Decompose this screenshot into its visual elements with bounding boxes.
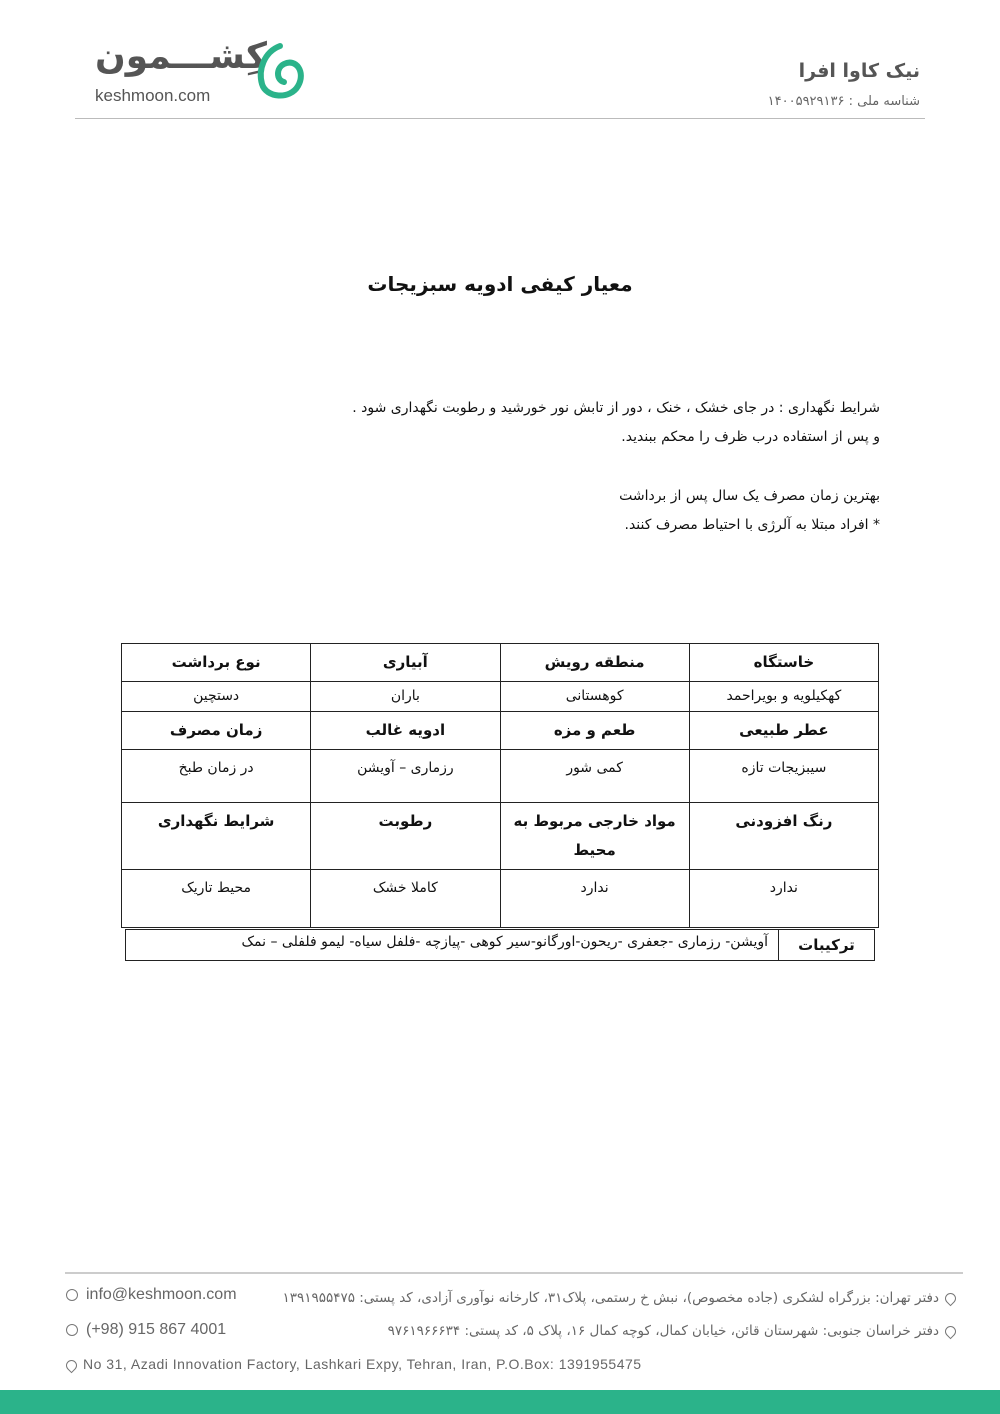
table-header-cell: ادویه غالب [311, 712, 500, 750]
footer-email[interactable] [66, 1286, 237, 1304]
table-row [122, 803, 879, 870]
company-name: نیک کاوا افرا [798, 60, 920, 82]
table-header-cell: آبیاری [311, 644, 500, 682]
table-cell: ندارد [689, 870, 878, 928]
table-cell: رزماری – آویشن [311, 750, 500, 803]
table-header-cell: مواد خارجی مربوط به محیط [500, 803, 689, 870]
table-row [122, 870, 879, 928]
table-cell: سیبزیجات تازه [689, 750, 878, 803]
keshmoon-logo-icon [252, 40, 308, 108]
table-header-cell: منطقه رویش [500, 644, 689, 682]
usage-line-1: بهترین زمان مصرف یک سال پس از برداشت [619, 488, 880, 504]
table-row [122, 682, 879, 712]
table-row [122, 644, 879, 682]
footer-phone[interactable] [66, 1321, 226, 1339]
table-header-cell: خاستگاه [689, 644, 878, 682]
header-divider [75, 118, 925, 119]
table-header-cell: نوع برداشت [122, 644, 311, 682]
storage-conditions-text [260, 394, 880, 452]
table-cell: دستچین [122, 682, 311, 712]
table-row [122, 750, 879, 803]
document-title: معیار کیفی ادویه سبزیجات [367, 272, 633, 296]
footer-brand-bar [0, 1390, 1000, 1414]
table-header-cell: طعم و مزه [500, 712, 689, 750]
table-header-cell: رنگ افزودنی [689, 803, 878, 870]
phone-text: (+98) 915 867 4001 [86, 1321, 227, 1338]
table-header-cell: زمان مصرف [122, 712, 311, 750]
footer-address-en [66, 1356, 642, 1372]
footer-divider [65, 1272, 963, 1274]
location-pin-icon [943, 1323, 959, 1339]
company-national-id: شناسه ملی : ۱۴۰۰۵۹۲۹۱۳۶ [767, 94, 920, 109]
location-pin-icon [943, 1290, 959, 1306]
composition-value: آویشن- رزماری -جعفری -ریحون-اورگانو-سیر کوهی -پیازچه -فلفل سیاه- لیمو فلفلی – نمک [241, 934, 768, 950]
table-cell: کاملا خشک [311, 870, 500, 928]
logo-text-en: keshmoon.com [95, 86, 211, 105]
composition-label: ترکیبات [778, 930, 874, 960]
email-icon [66, 1289, 78, 1301]
table-cell: محیط تاریک [122, 870, 311, 928]
footer-address-tehran [282, 1290, 962, 1306]
address-khorasan-text: دفتر خراسان جنوبی: شهرستان قائن، خیابان کمال، کوچه کمال ۱۶، پلاک ۵، کد پستی: ۹۷۶۱۹۶۶۶۳۴ [387, 1323, 939, 1339]
storage-line-2: و پس از استفاده درب ظرف را محکم ببندید. [621, 429, 880, 445]
email-text: info@keshmoon.com [86, 1286, 237, 1303]
table-cell: باران [311, 682, 500, 712]
address-en-text: No 31, Azadi Innovation Factory, Lashkari Expy, Tehran, Iran, P.O.Box: 1391955475 [83, 1356, 642, 1372]
composition-row [125, 929, 875, 961]
table-header-cell: عطر طبیعی [689, 712, 878, 750]
footer-address-khorasan [388, 1323, 962, 1339]
usage-notes-text [260, 482, 880, 540]
usage-line-2: * افراد مبتلا به آلرژی با احتیاط مصرف کنند. [624, 517, 880, 533]
storage-line-1: شرایط نگهداری : در جای خشک ، خنک ، دور از تابش نور خورشید و رطوبت نگهداری شود . [352, 400, 880, 416]
table-cell: کوهستانی [500, 682, 689, 712]
table-header-cell: رطوبت [311, 803, 500, 870]
table-cell: کمی شور [500, 750, 689, 803]
address-tehran-text: دفتر تهران: بزرگراه لشکری (جاده مخصوص)، نبش خ رستمی، پلاک۳۱، کارخانه نوآوری آزادی، کد پستی: ۱۳۹۱۹۵۵۴۷۵ [282, 1290, 939, 1306]
table-cell: کهکیلویه و بویراحمد [689, 682, 878, 712]
spec-table [121, 643, 879, 928]
logo-text-fa: کِشـــمون [95, 36, 267, 77]
table-cell: ندارد [500, 870, 689, 928]
location-pin-icon [64, 1358, 80, 1374]
table-header-cell: شرایط نگهداری [122, 803, 311, 870]
phone-icon [66, 1324, 78, 1336]
table-row [122, 712, 879, 750]
table-cell: در زمان طبخ [122, 750, 311, 803]
